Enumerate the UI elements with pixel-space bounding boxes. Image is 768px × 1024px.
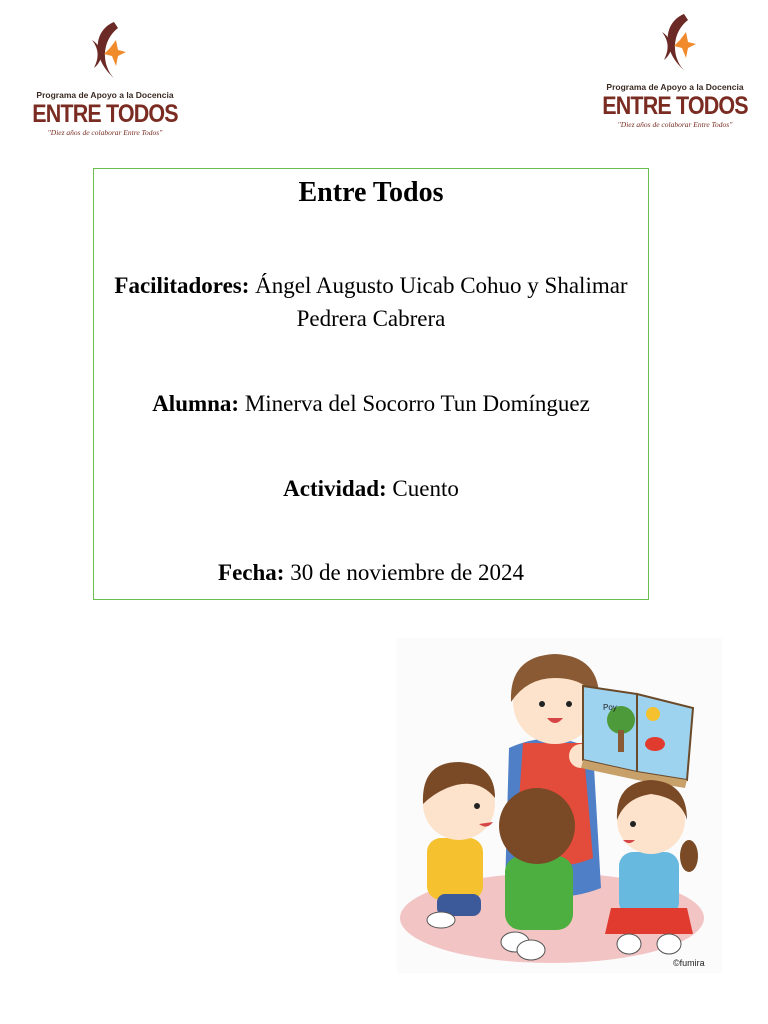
date-value: 30 de noviembre de 2024 bbox=[290, 560, 524, 585]
logo-slogan-text: "Diez años de colaborar Entre Todos" bbox=[47, 128, 163, 137]
logo-mark-icon bbox=[650, 10, 700, 80]
student-value: Minerva del Socorro Tun Domínguez bbox=[244, 391, 590, 416]
date-line bbox=[114, 556, 628, 589]
activity-line bbox=[114, 472, 628, 505]
storytime-illustration bbox=[397, 638, 722, 973]
logo-name-text: ENTRE TODOS bbox=[602, 92, 748, 120]
logo-mark-icon bbox=[80, 18, 130, 88]
logo-entre-todos-right bbox=[590, 10, 760, 129]
student-label: Alumna: bbox=[152, 391, 240, 416]
student-line bbox=[114, 387, 628, 420]
logo-slogan-text: "Diez años de colaborar Entre Todos" bbox=[617, 120, 733, 129]
logo-entre-todos-left bbox=[20, 18, 190, 137]
facilitators-line bbox=[114, 269, 628, 335]
logo-program-text: Programa de Apoyo a la Docencia bbox=[606, 82, 744, 92]
cover-title: Entre Todos bbox=[298, 177, 444, 208]
cover-info-box bbox=[93, 168, 649, 600]
logo-program-text: Programa de Apoyo a la Docencia bbox=[36, 90, 174, 100]
activity-label: Actividad: bbox=[283, 476, 387, 501]
activity-value: Cuento bbox=[392, 476, 459, 501]
illustration-credit: ©fumira bbox=[673, 958, 705, 968]
logo-name-text: ENTRE TODOS bbox=[32, 100, 178, 128]
facilitators-label: Facilitadores: bbox=[114, 273, 250, 298]
book-sign-text: Poy bbox=[603, 703, 617, 712]
facilitators-value: Ángel Augusto Uicab Cohuo y Shalimar Pedrera Cabrera bbox=[255, 273, 628, 331]
date-label: Fecha: bbox=[218, 560, 285, 585]
